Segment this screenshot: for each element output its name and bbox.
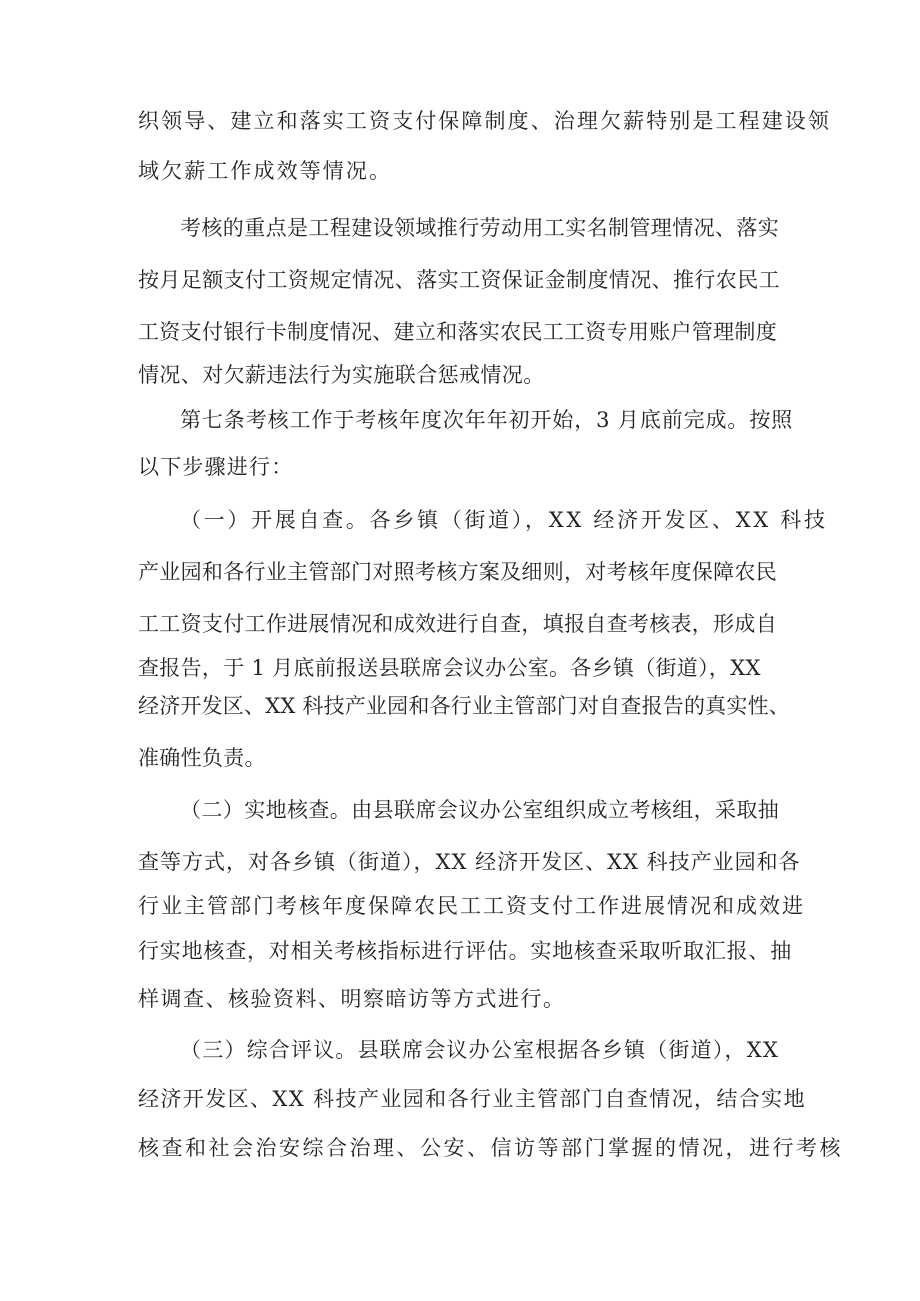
text-line: 工工资支付工作进展情况和成效进行自查，填报自查考核表，形成自: [138, 612, 777, 636]
text-line: 按月足额支付工资规定情况、落实工资保证金制度情况、推行农民工: [138, 268, 780, 292]
text-line: 核查和社会治安综合治理、公安、信访等部门掌握的情况，进行考核: [138, 1136, 843, 1160]
text-line: 第七条考核工作于考核年度次年年初开始，3 月底前完成。按照: [180, 408, 794, 432]
text-line: 查等方式，对各乡镇（街道），XX 经济开发区、XX 科技产业园和各: [138, 850, 801, 874]
text-line: 经济开发区、XX 科技产业园和各行业主管部门对自查报告的真实性、: [138, 694, 790, 718]
text-line: 查报告，于 1 月底前报送县联席会议办公室。各乡镇（街道），XX: [138, 656, 761, 680]
text-line: 情况、对欠薪违法行为实施联合惩戒情况。: [138, 363, 545, 387]
text-line: （三）综合评议。县联席会议办公室根据各乡镇（街道），XX: [180, 1038, 779, 1062]
text-line: 经济开发区、XX 科技产业园和各行业主管部门自查情况，结合实地: [138, 1087, 806, 1111]
text-line: 产业园和各行业主管部门对照考核方案及细则，对考核年度保障农民: [138, 560, 777, 584]
text-line: 样调查、核验资料、明察暗访等方式进行。: [138, 987, 566, 1011]
text-line: （一）开展自查。各乡镇（街道），XX 经济开发区、XX 科技: [180, 508, 828, 532]
text-line: 行业主管部门考核年度保障农民工工资支付工作进展情况和成效进: [138, 894, 805, 918]
text-line: 域欠薪工作成效等情况。: [138, 159, 393, 183]
text-line: （二）实地核查。由县联席会议办公室组织成立考核组，采取抽: [180, 798, 780, 822]
text-line: 考核的重点是工程建设领域推行劳动用工实名制管理情况、落实: [180, 216, 780, 240]
text-line: 准确性负责。: [138, 746, 266, 770]
text-line: 工资支付银行卡制度情况、建立和落实农民工工资专用账户管理制度: [138, 320, 777, 344]
text-line: 行实地核查，对相关考核指标进行评估。实地核查采取听取汇报、抽: [138, 939, 792, 963]
text-line: 织领导、建立和落实工资支付保障制度、治理欠薪特别是工程建设领: [138, 109, 831, 133]
text-line: 以下步骤进行：: [138, 455, 294, 479]
